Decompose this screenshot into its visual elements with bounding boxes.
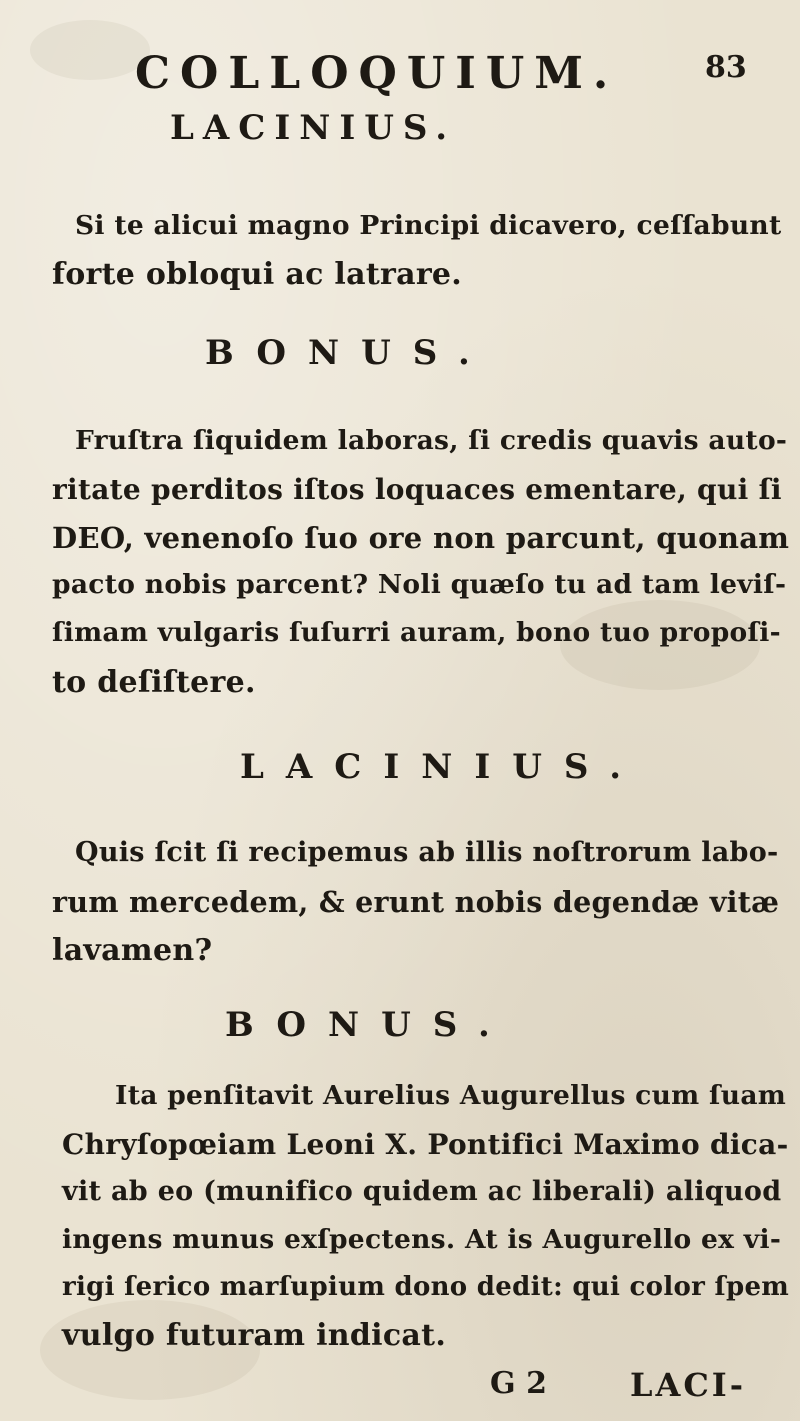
paper-stain [30, 20, 150, 80]
text-line: ingens munus exſpectens. At is Augurello ex vi- [62, 1224, 782, 1255]
text-line: rigi ſerico marſupium dono dedit: qui color ſpem [62, 1272, 790, 1302]
signature-mark: G 2 [490, 1366, 547, 1401]
text-line: ritate perditos iſtos loquaces ementare, qui ſi [52, 473, 782, 506]
text-line: to deſiſtere. [52, 665, 256, 700]
text-line: ſimam vulgaris ſuſurri auram, bono tuo propoſi- [52, 617, 781, 648]
page-number: 83 [705, 50, 747, 85]
speaker-heading: LACINIUS. [240, 747, 644, 787]
text-line: forte obloqui ac latrare. [52, 257, 463, 292]
text-line: DEO, venenoſo ſuo ore non parcunt, quonam [52, 521, 790, 555]
text-line: lavamen? [52, 933, 213, 968]
running-head: COLLOQUIUM. [135, 48, 619, 99]
text-line: Chryſopœiam Leoni X. Pontifici Maximo dica- [62, 1128, 789, 1161]
speaker-heading: LACINIUS. [170, 108, 457, 148]
catchword: LACI- [630, 1366, 747, 1404]
speaker-heading: BONUS. [205, 333, 492, 373]
text-line: pacto nobis parcent? Noli quæſo tu ad tam leviſ- [52, 569, 787, 600]
speaker-heading: BONUS. [225, 1005, 512, 1045]
text-line: vit ab eo (munifico quidem ac liberali) aliquod [62, 1176, 782, 1207]
text-line: Ita penſitavit Aurelius Augurellus cum ſuam [115, 1080, 787, 1111]
text-line: Fruſtra ſiquidem laboras, ſi credis quavis auto- [75, 425, 788, 456]
text-line: rum mercedem, & erunt nobis degendæ vitæ [52, 885, 780, 919]
text-line: Si te alicui magno Principi dicavero, ceſſabunt [75, 210, 782, 241]
text-line: vulgo futuram indicat. [62, 1318, 447, 1353]
text-line: Quis ſcit ſi recipemus ab illis noſtrorum labo- [75, 837, 779, 868]
